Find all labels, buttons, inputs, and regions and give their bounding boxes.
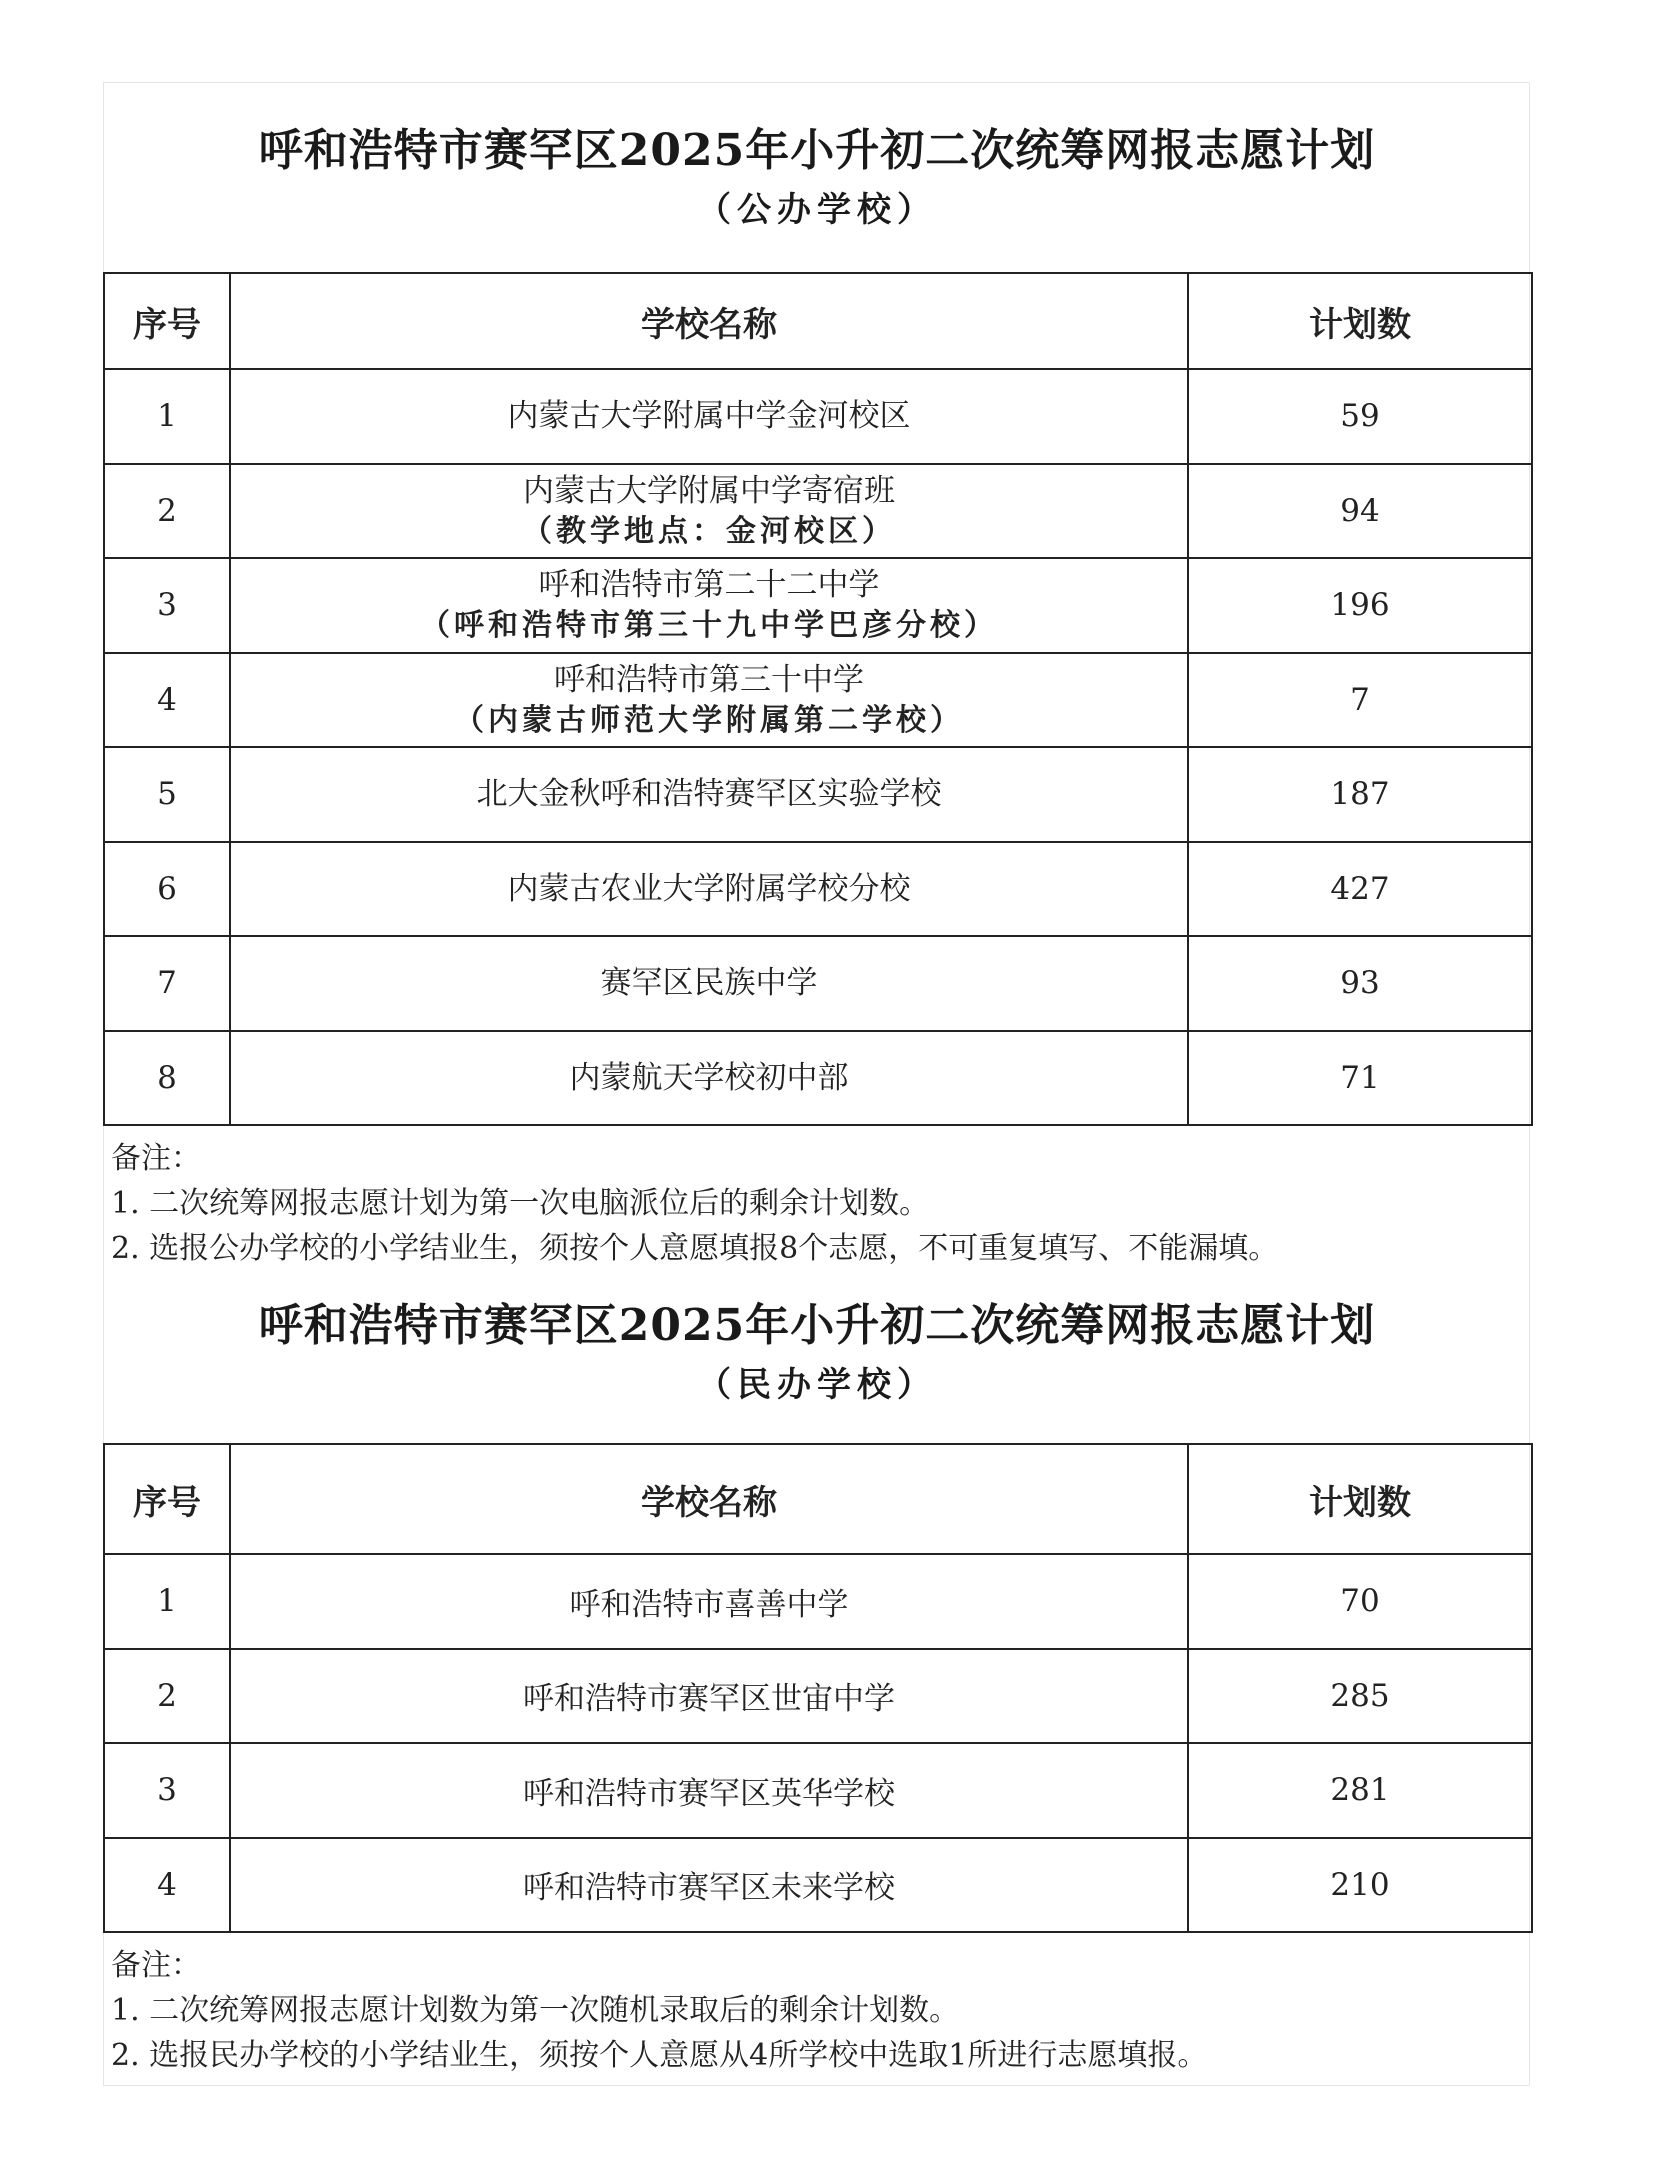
header-school-name: 学校名称 <box>230 1444 1188 1554</box>
row-index: 2 <box>104 464 230 559</box>
table-row <box>104 1554 1532 1649</box>
table-row <box>104 558 1532 653</box>
row-plan-count: 94 <box>1188 464 1532 559</box>
row-plan-count: 196 <box>1188 558 1532 653</box>
row-school-name: 呼和浩特市赛罕区世宙中学 <box>230 1649 1188 1744</box>
table-row <box>104 1838 1532 1933</box>
header-plan-count: 计划数 <box>1188 1444 1532 1554</box>
row-index: 3 <box>104 558 230 653</box>
row-index: 5 <box>104 747 230 842</box>
row-school-name: 呼和浩特市赛罕区英华学校 <box>230 1743 1188 1838</box>
table-row <box>104 1649 1532 1744</box>
row-index: 4 <box>104 653 230 748</box>
table-header-row <box>104 1444 1532 1554</box>
row-school-name <box>230 1031 1188 1126</box>
row-plan-count: 93 <box>1188 936 1532 1031</box>
school-subtitle: （呼和浩特市第三十九中学巴彦分校） <box>420 608 998 644</box>
school-name: 内蒙古大学附属中学金河校区 <box>507 398 911 435</box>
row-school-name <box>230 747 1188 842</box>
private-notes <box>103 1933 1531 2078</box>
table-row <box>104 936 1532 1031</box>
row-plan-count: 285 <box>1188 1649 1532 1744</box>
row-plan-count: 210 <box>1188 1838 1532 1933</box>
table-row <box>104 369 1532 464</box>
row-plan-count: 187 <box>1188 747 1532 842</box>
public-title-block <box>103 82 1531 272</box>
public-subtitle: （公办学校） <box>697 190 937 230</box>
header-plan-count: 计划数 <box>1188 273 1532 369</box>
notes-line-2: 2. 选报公办学校的小学结业生，须按个人意愿填报8个志愿，不可重复填写、不能漏填。 <box>111 1231 1279 1266</box>
public-schools-section <box>103 82 1531 1271</box>
school-name: 呼和浩特市第三十中学 <box>554 661 864 698</box>
row-school-name <box>230 464 1188 559</box>
private-title-block <box>103 1260 1531 1443</box>
private-subtitle: （民办学校） <box>697 1364 937 1405</box>
row-index: 4 <box>104 1838 230 1933</box>
school-name: 内蒙航天学校初中部 <box>569 1059 849 1096</box>
row-school-name <box>230 842 1188 937</box>
row-school-name <box>230 369 1188 464</box>
row-school-name: 呼和浩特市喜善中学 <box>230 1554 1188 1649</box>
row-index: 3 <box>104 1743 230 1838</box>
row-index: 2 <box>104 1649 230 1744</box>
row-index: 1 <box>104 1554 230 1649</box>
row-school-name <box>230 653 1188 748</box>
private-schools-section <box>103 1260 1531 2078</box>
table-row <box>104 653 1532 748</box>
table-row <box>104 464 1532 559</box>
row-plan-count: 427 <box>1188 842 1532 937</box>
row-plan-count: 59 <box>1188 369 1532 464</box>
row-index: 1 <box>104 369 230 464</box>
table-row <box>104 842 1532 937</box>
public-plan-table <box>103 272 1533 1126</box>
row-plan-count: 70 <box>1188 1554 1532 1649</box>
table-row <box>104 747 1532 842</box>
school-name: 赛罕区民族中学 <box>600 965 818 1002</box>
row-plan-count: 7 <box>1188 653 1532 748</box>
notes-line-1: 1. 二次统筹网报志愿计划数为第一次随机录取后的剩余计划数。 <box>111 1993 960 2028</box>
header-school-name: 学校名称 <box>230 273 1188 369</box>
public-main-title: 呼和浩特市赛罕区2025年小升初二次统筹网报志愿计划 <box>258 125 1376 176</box>
school-name: 内蒙古大学附属中学寄宿班 <box>523 472 895 509</box>
table-header-row <box>104 273 1532 369</box>
table-row <box>104 1743 1532 1838</box>
private-plan-table <box>103 1443 1533 1933</box>
row-school-name <box>230 558 1188 653</box>
row-school-name <box>230 936 1188 1031</box>
school-subtitle: （内蒙古师范大学附属第二学校） <box>454 702 964 738</box>
header-index: 序号 <box>104 273 230 369</box>
row-plan-count: 71 <box>1188 1031 1532 1126</box>
row-index: 8 <box>104 1031 230 1126</box>
notes-line-2: 2. 选报民办学校的小学结业生，须按个人意愿从4所学校中选取1所进行志愿填报。 <box>111 2038 1208 2073</box>
public-notes <box>103 1126 1531 1271</box>
school-name: 内蒙古农业大学附属学校分校 <box>507 870 911 907</box>
row-index: 7 <box>104 936 230 1031</box>
school-name: 呼和浩特市第二十二中学 <box>538 567 880 604</box>
private-main-title: 呼和浩特市赛罕区2025年小升初二次统筹网报志愿计划 <box>258 1299 1376 1351</box>
row-plan-count: 281 <box>1188 1743 1532 1838</box>
notes-line-1: 1. 二次统筹网报志愿计划为第一次电脑派位后的剩余计划数。 <box>111 1186 930 1221</box>
row-index: 6 <box>104 842 230 937</box>
notes-label: 备注： <box>111 1141 201 1176</box>
school-name: 北大金秋呼和浩特赛罕区实验学校 <box>476 776 942 813</box>
school-subtitle: （教学地点：金河校区） <box>522 513 896 549</box>
header-index: 序号 <box>104 1444 230 1554</box>
notes-label: 备注： <box>111 1948 201 1983</box>
row-school-name: 呼和浩特市赛罕区未来学校 <box>230 1838 1188 1933</box>
table-row <box>104 1031 1532 1126</box>
